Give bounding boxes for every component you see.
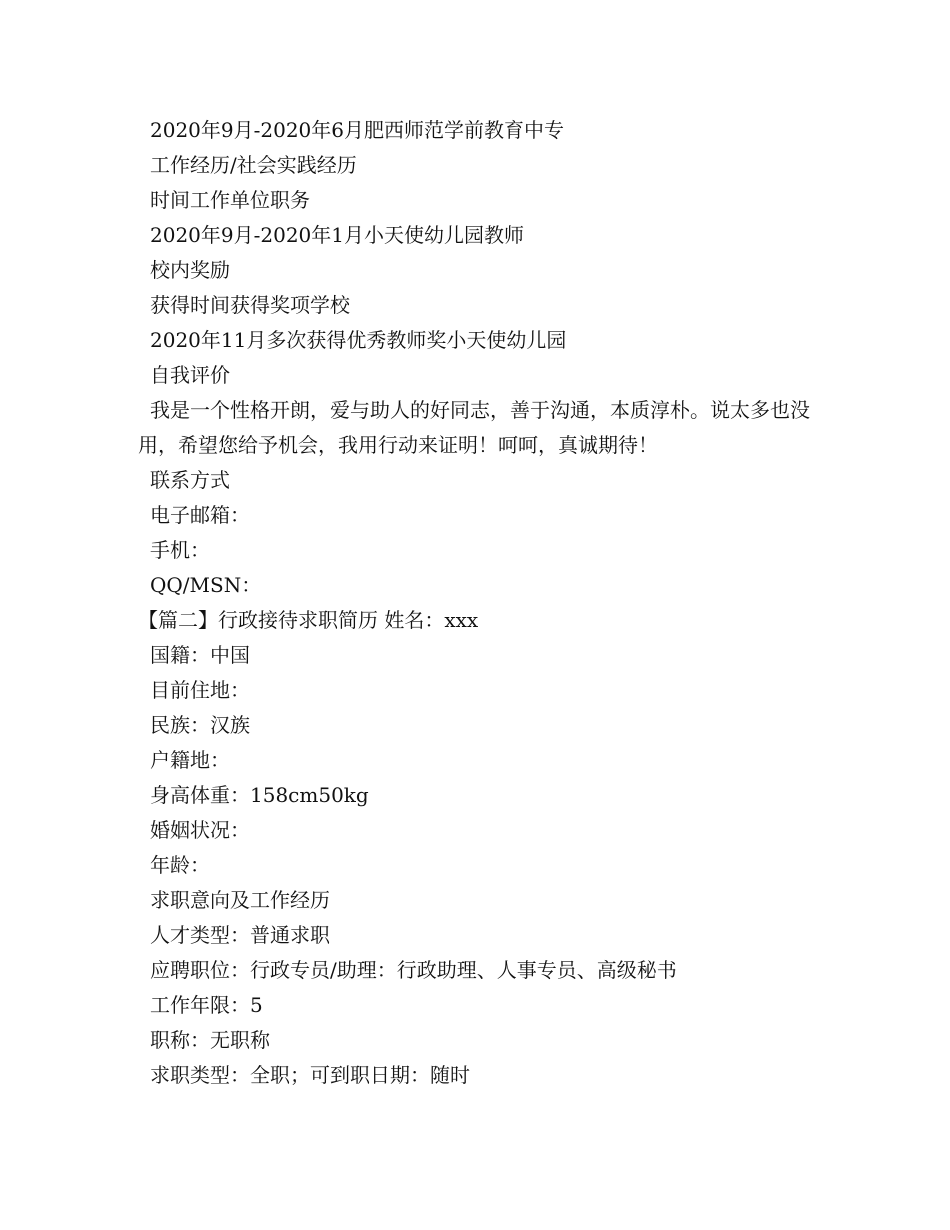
hukou-field: 户籍地：	[150, 748, 230, 772]
award-entry: 2020年11月多次获得优秀教师奖小天使幼儿园	[150, 328, 567, 352]
residence-field: 目前住地：	[150, 678, 250, 702]
resume2-title: 【篇二】行政接待求职简历 姓名：xxx	[138, 608, 479, 632]
qq-msn-field: QQ/MSN：	[150, 573, 262, 597]
professional-title-field: 职称：无职称	[150, 1028, 270, 1052]
ethnicity-field: 民族：汉族	[150, 713, 250, 737]
position-field: 应聘职位：行政专员/助理：行政助理、人事专员、高级秘书	[150, 958, 677, 982]
self-evaluation-heading: 自我评价	[150, 363, 230, 387]
awards-heading: 校内奖励	[150, 258, 230, 282]
work-years-field: 工作年限：5	[150, 993, 263, 1017]
nationality-field: 国籍：中国	[150, 643, 250, 667]
work-entry: 2020年9月-2020年1月小天使幼儿园教师	[150, 223, 525, 247]
age-field: 年龄：	[150, 853, 210, 877]
talent-type-field: 人才类型：普通求职	[150, 923, 330, 947]
height-weight-field: 身高体重：158cm50kg	[150, 783, 369, 807]
self-evaluation-text: 我是一个性格开朗，爱与助人的好同志，善于沟通，本质淳朴。说太多也没用，希望您给予机会，我用行动来证明！呵呵，真诚期待！	[138, 398, 810, 457]
work-experience-heading: 工作经历/社会实践经历	[150, 153, 357, 177]
marital-status-field: 婚姻状况：	[150, 818, 250, 842]
job-type-field: 求职类型：全职；可到职日期：随时	[150, 1063, 470, 1087]
education-line: 2020年9月-2020年6月肥西师范学前教育中专	[150, 118, 565, 142]
contact-heading: 联系方式	[150, 468, 230, 492]
work-table-header: 时间工作单位职务	[150, 188, 310, 212]
job-intention-heading: 求职意向及工作经历	[150, 888, 330, 912]
awards-table-header: 获得时间获得奖项学校	[150, 293, 350, 317]
document-body	[138, 113, 818, 1093]
mobile-field: 手机：	[150, 538, 210, 562]
email-field: 电子邮箱：	[150, 503, 250, 527]
